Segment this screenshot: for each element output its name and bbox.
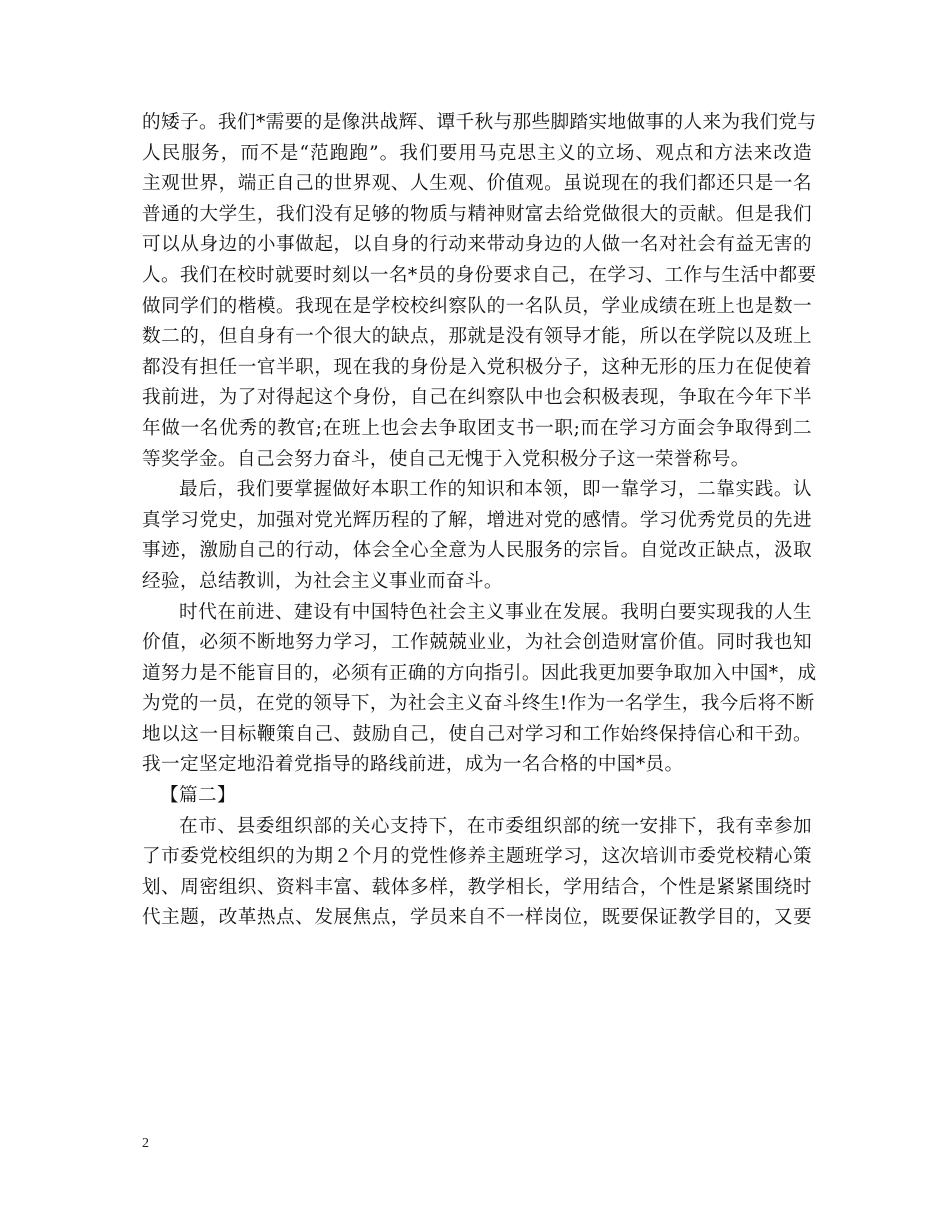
text-line: 最后，我们要掌握做好本职工作的知识和本领，即一靠学习，二靠实践。认	[179, 479, 812, 501]
text-line: 的矮子。我们*需要的是像洪战辉、谭千秋与那些脚踏实地做事的人来为我们党与	[142, 112, 817, 133]
text-line: 年做一名优秀的教官;在班上也会去争取团支书一职;而在学习方面会争取得到二	[142, 417, 812, 439]
text-line: 真学习党史，加强对党光辉历程的了解，增进对党的感情。学习优秀党员的先进	[142, 509, 812, 531]
body-text	[142, 108, 817, 934]
text-line: 人。我们在校时就要时刻以一名*员的身份要求自己，在学习、工作与生活中都要	[142, 264, 817, 286]
text-line: 地以这一目标鞭策自己、鼓励自己，使自己对学习和工作始终保持信心和干劲。	[142, 723, 812, 745]
text-line: 了市委党校组织的为期２个月的党性修养主题班学习，这次培训市委党校精心策	[142, 846, 812, 868]
paragraph-continuation	[142, 108, 817, 475]
text-line: 我前进，为了对得起这个身份，自己在纠察队中也会积极表现，争取在今年下半	[142, 387, 812, 409]
text-line: 主观世界，端正自己的世界观、人生观、价值观。虽说现在的我们都还只是一名	[142, 173, 812, 195]
text-line: 可以从身边的小事做起，以自身的行动来带动身边的人做一名对社会有益无害的	[142, 234, 812, 256]
text-line: 普通的大学生，我们没有足够的物质与精神财富去给党做很大的贡献。但是我们	[142, 203, 812, 225]
text-line: 都没有担任一官半职，现在我的身份是入党积极分子，这种无形的压力在促使着	[142, 356, 812, 378]
text-line: 为党的一员，在党的领导下，为社会主义奋斗终生!作为一名学生，我今后将不断	[142, 693, 815, 715]
text-line: 数二的，但自身有一个很大的缺点，那就是没有领导才能，所以在学院以及班上	[142, 326, 812, 348]
text-line: 我一定坚定地沿着党指导的路线前进，成为一名合格的中国*员。	[142, 754, 684, 776]
text-line: 划、周密组织、资料丰富、载体多样，教学相长，学用结合，个性是紧紧围绕时	[142, 876, 812, 898]
text-line: 事迹，激励自己的行动，体会全心全意为人民服务的宗旨。自觉改正缺点，汲取	[142, 540, 812, 562]
text-line: 价值，必须不断地努力学习，工作兢兢业业，为社会创造财富价值。同时我也知	[142, 632, 812, 654]
text-line: 在市、县委组织部的关心支持下，在市委组织部的统一安排下，我有幸参加	[179, 815, 812, 837]
paragraph	[142, 812, 812, 934]
text-line: 人民服务，而不是“范跑跑”。我们要用马克思主义的立场、观点和方法来改造	[142, 142, 812, 164]
text-line: 时代在前进、建设有中国特色社会主义事业在发展。我明白要实现我的人生	[179, 601, 812, 623]
text-line: 做同学们的楷模。我现在是学校校纠察队的一名队员，学业成绩在班上也是数一	[142, 295, 812, 317]
text-line: 经验，总结教训，为社会主义事业而奋斗。	[142, 570, 503, 592]
page-number: 2	[142, 1136, 149, 1151]
paragraph	[142, 598, 817, 782]
text-line: 代主题，改革热点、发展焦点，学员来自不一样岗位，既要保证教学目的，又要	[142, 907, 812, 929]
paragraph	[142, 475, 812, 597]
text-line: 等奖学金。自己会努力奋斗，使自己无愧于入党积极分子这一荣誉称号。	[142, 448, 750, 470]
section-heading: 【篇二】	[160, 785, 236, 807]
text-line: 道努力是不能盲目的，必须有正确的方向指引。因此我更加要争取加入中国*，成	[142, 662, 817, 684]
